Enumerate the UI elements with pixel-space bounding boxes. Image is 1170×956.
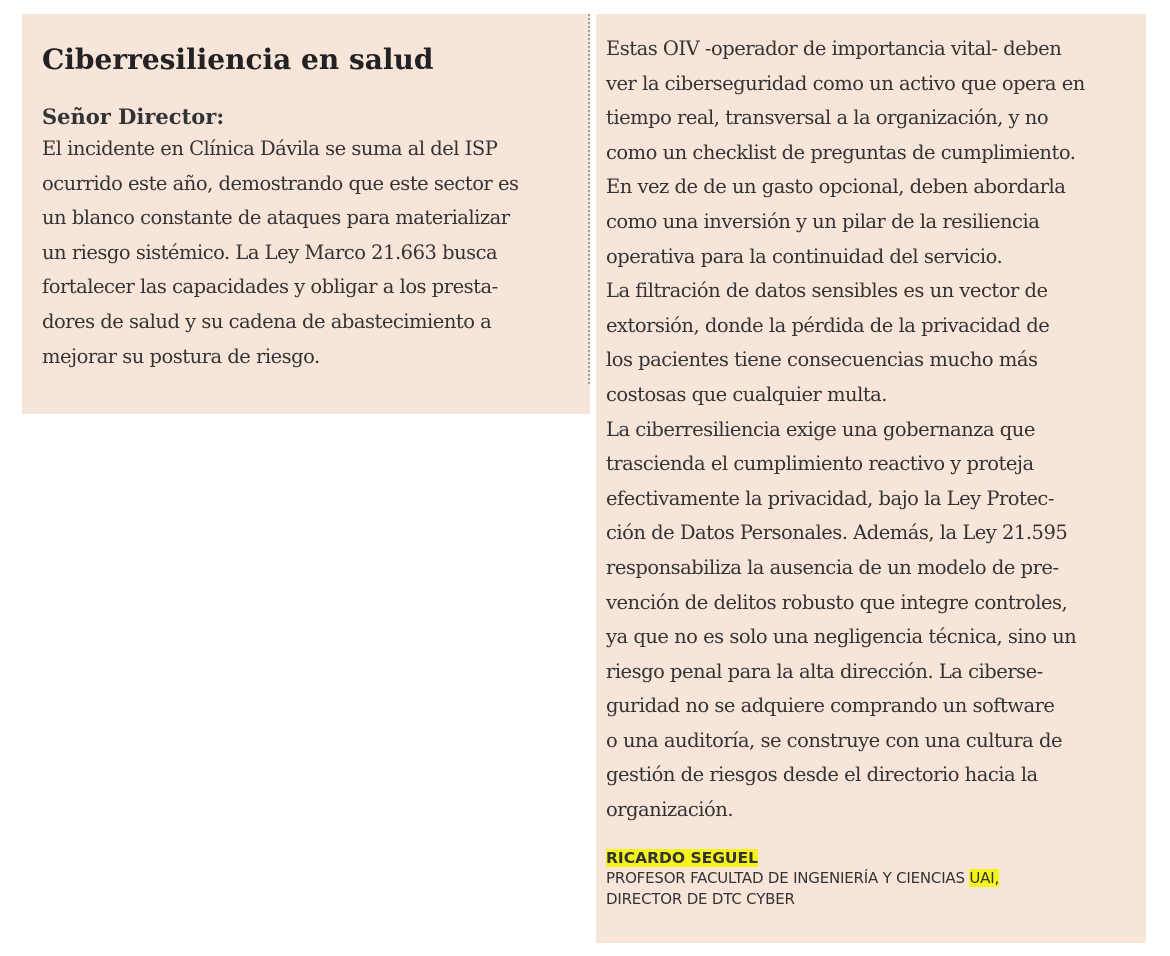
text-line: ya que no es solo una negligencia técnica, sino un [606, 625, 1077, 649]
text-line: ción de Datos Personales. Además, la Ley 21.595 [606, 521, 1068, 545]
text-line: trascienda el cumplimiento reactivo y proteja [606, 452, 1034, 476]
institution-highlight: UAI, [969, 868, 1000, 887]
text-line: como una inversión y un pilar de la resiliencia [606, 209, 1040, 233]
text-line: gestión de riesgos desde el directorio hacia la [606, 763, 1038, 787]
article-title: Ciberresiliencia en salud [42, 43, 434, 76]
text-line: costosas que cualquier multa. [606, 382, 887, 406]
signature-block [606, 848, 1138, 910]
text-line: organización. [606, 798, 734, 822]
left-paragraph [42, 132, 572, 374]
text-line: tiempo real, transversal a la organización, y no [606, 106, 1049, 130]
salutation: Señor Director: [42, 104, 225, 129]
text-line: dores de salud y su cadena de abastecimiento a [42, 309, 492, 333]
text-line: extorsión, donde la pérdida de la privacidad de [606, 313, 1050, 337]
author-name [606, 848, 1138, 868]
text-line: un blanco constante de ataques para materializar [42, 206, 510, 230]
text-line: los pacientes tiene consecuencias mucho más [606, 348, 1038, 372]
text-line: efectivamente la privacidad, bajo la Ley Protec- [606, 486, 1054, 510]
text-line: Estas OIV -operador de importancia vital- deben [606, 37, 1062, 60]
text-line: El incidente en Clínica Dávila se suma al del ISP [42, 137, 498, 160]
text-line: ocurrido este año, demostrando que este sector es [42, 171, 519, 195]
right-paragraph [606, 32, 1138, 828]
text-line: riesgo penal para la alta dirección. La ciberse- [606, 659, 1043, 683]
text-line: un riesgo sistémico. La Ley Marco 21.663 busca [42, 240, 498, 264]
right-column [596, 14, 1146, 943]
text-line: La filtración de datos sensibles es un vector de [606, 279, 1048, 303]
text-line: ver la ciberseguridad como un activo que opera en [606, 71, 1085, 95]
column-divider [588, 14, 590, 384]
author-title-text: PROFESOR FACULTAD DE INGENIERÍA Y CIENCIAS [606, 868, 970, 887]
text-line: La ciberresiliencia exige una gobernanza que [606, 417, 1035, 441]
text-line: operativa para la continuidad del servicio. [606, 244, 1003, 268]
author-name-highlight: RICARDO SEGUEL [606, 848, 758, 867]
text-line: mejorar su postura de riesgo. [42, 344, 320, 368]
text-line: como un checklist de preguntas de cumplimiento. [606, 140, 1076, 164]
left-column [22, 14, 590, 414]
text-line: En vez de de un gasto opcional, deben abordarla [606, 175, 1066, 199]
text-line: vención de delitos robusto que integre controles, [606, 590, 1068, 614]
text-line: o una auditoría, se construye con una cultura de [606, 728, 1063, 752]
text-line: fortalecer las capacidades y obligar a los presta- [42, 275, 498, 299]
author-title-line-1 [606, 868, 1138, 889]
text-line: responsabiliza la ausencia de un modelo de pre- [606, 555, 1059, 579]
text-line: guridad no se adquiere comprando un software [606, 694, 1055, 718]
author-title-line-2: DIRECTOR DE DTC CYBER [606, 889, 795, 908]
